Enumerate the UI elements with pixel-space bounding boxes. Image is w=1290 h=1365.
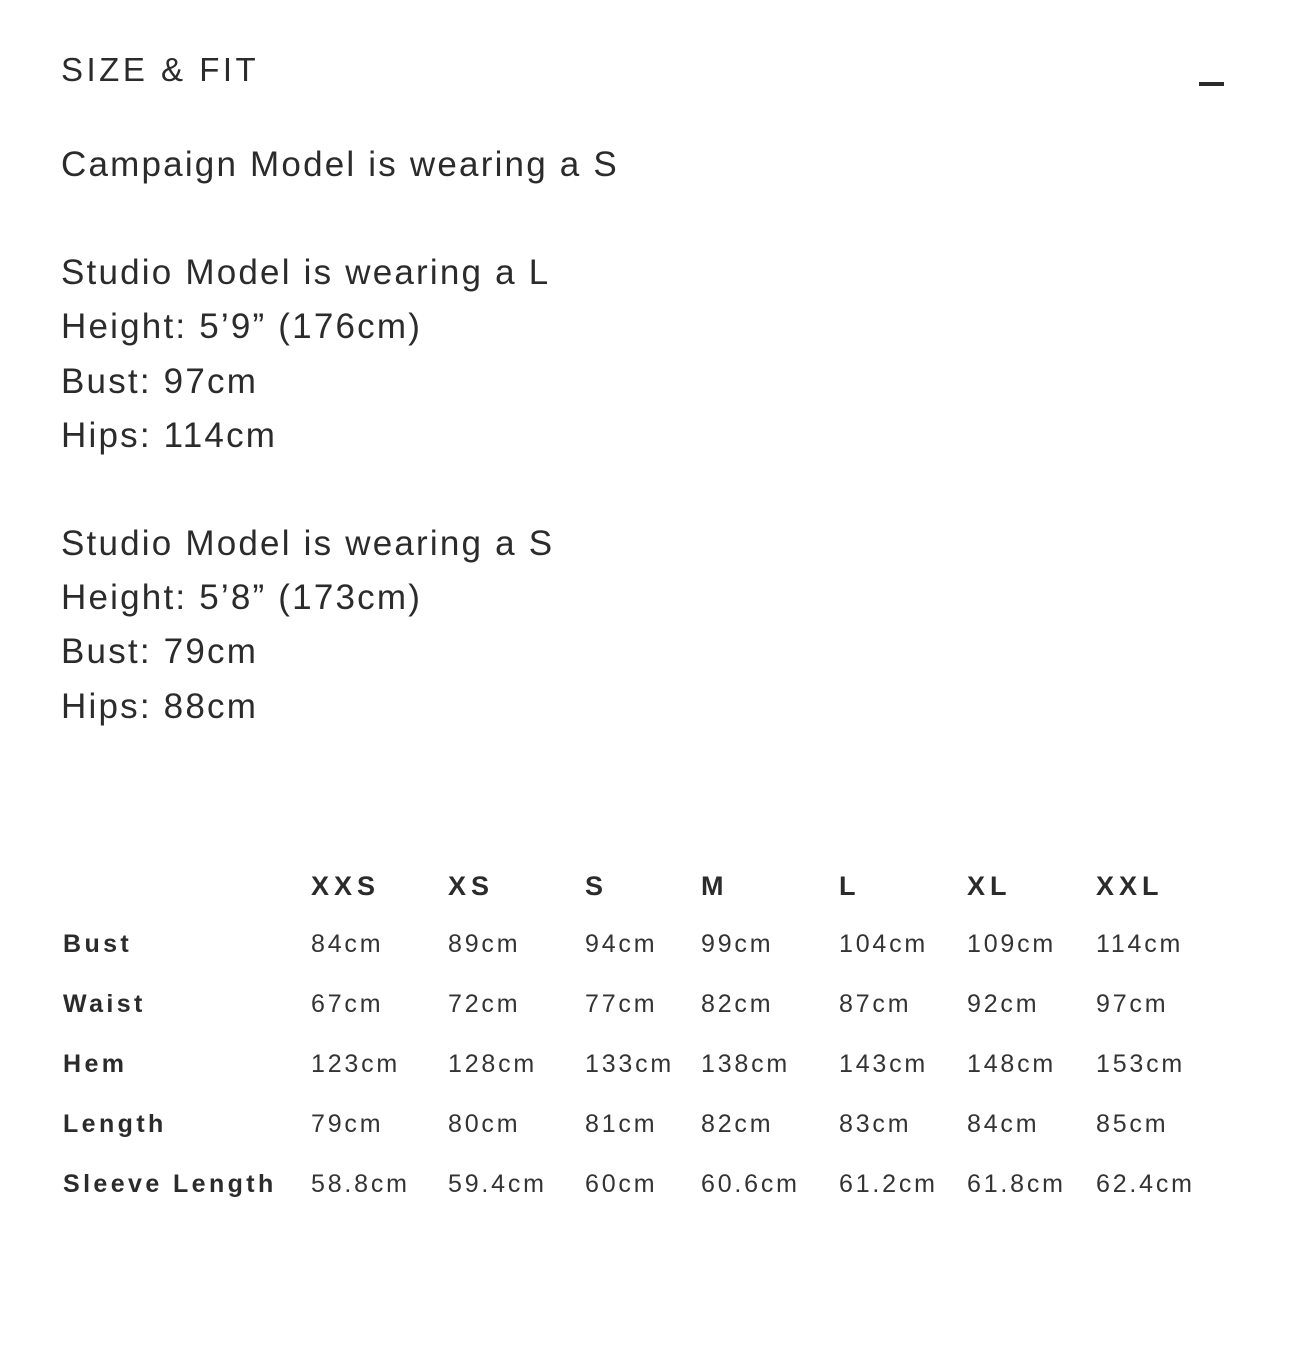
row-label-hem: Hem	[63, 1049, 128, 1078]
size-fit-header[interactable]	[61, 46, 1231, 96]
table-cell: 84cm	[967, 1109, 1040, 1138]
table-cell: 60.6cm	[701, 1169, 800, 1198]
model-info	[61, 138, 861, 788]
table-cell: 82cm	[701, 989, 774, 1018]
table-cell: 114cm	[1096, 929, 1184, 958]
table-row-hem	[63, 1034, 1216, 1094]
section-title: SIZE & FIT	[61, 51, 260, 88]
size-header-xxl: XXL	[1096, 870, 1164, 901]
studio-model-1-info	[61, 246, 861, 463]
row-label-bust: Bust	[63, 929, 133, 958]
studio-model-2-bust: Bust: 79cm	[61, 632, 259, 672]
table-cell: 81cm	[585, 1109, 658, 1138]
minus-icon	[1199, 82, 1224, 86]
size-header-m: M	[701, 870, 729, 901]
row-label-length: Length	[63, 1109, 167, 1138]
table-cell: 123cm	[311, 1049, 401, 1078]
row-label-waist: Waist	[63, 989, 146, 1018]
studio-model-1-bust: Bust: 97cm	[61, 361, 259, 401]
table-cell: 84cm	[311, 929, 384, 958]
campaign-model-size: Campaign Model is wearing a S	[61, 145, 619, 184]
studio-model-2-size: Studio Model is wearing a S	[61, 524, 555, 564]
table-row-length	[63, 1094, 1216, 1154]
table-cell: 62.4cm	[1096, 1169, 1195, 1198]
table-cell: 61.2cm	[839, 1169, 938, 1198]
campaign-model-info	[61, 138, 861, 192]
size-header-l: L	[839, 870, 861, 901]
table-row-sleeve-length	[63, 1154, 1216, 1214]
table-cell: 67cm	[311, 989, 384, 1018]
table-cell: 97cm	[1096, 989, 1169, 1018]
table-row-bust	[63, 914, 1216, 974]
table-cell: 99cm	[701, 929, 774, 958]
table-cell: 82cm	[701, 1109, 774, 1138]
size-header-row	[63, 858, 1216, 914]
table-cell: 83cm	[839, 1109, 912, 1138]
table-cell: 77cm	[585, 989, 658, 1018]
table-cell: 128cm	[448, 1049, 538, 1078]
studio-model-2-hips: Hips: 88cm	[61, 686, 259, 726]
table-cell: 89cm	[448, 929, 521, 958]
table-cell: 133cm	[585, 1049, 675, 1078]
size-header-xs: XS	[448, 870, 495, 901]
table-cell: 72cm	[448, 989, 521, 1018]
table-cell: 58.8cm	[311, 1169, 410, 1198]
table-row-waist	[63, 974, 1216, 1034]
table-cell: 59.4cm	[448, 1169, 547, 1198]
table-cell: 87cm	[839, 989, 912, 1018]
studio-model-1-hips: Hips: 114cm	[61, 415, 278, 455]
size-header-xl: XL	[967, 870, 1012, 901]
table-cell: 104cm	[839, 929, 929, 958]
table-cell: 92cm	[967, 989, 1040, 1018]
table-cell: 80cm	[448, 1109, 521, 1138]
collapse-button[interactable]	[1191, 66, 1231, 96]
table-cell: 109cm	[967, 929, 1057, 958]
studio-model-1-height: Height: 5’9” (176cm)	[61, 307, 423, 347]
row-label-sleeve-length: Sleeve Length	[63, 1169, 277, 1198]
table-cell: 138cm	[701, 1049, 791, 1078]
header-empty-cell	[63, 858, 311, 914]
table-cell: 61.8cm	[967, 1169, 1066, 1198]
table-cell: 85cm	[1096, 1109, 1169, 1138]
size-header-s: S	[585, 870, 609, 901]
studio-model-2-height: Height: 5’8” (173cm)	[61, 578, 423, 618]
studio-model-1-size: Studio Model is wearing a L	[61, 253, 551, 293]
table-cell: 60cm	[585, 1169, 658, 1198]
table-cell: 148cm	[967, 1049, 1057, 1078]
size-header-xxs: XXS	[311, 870, 381, 901]
table-cell: 94cm	[585, 929, 658, 958]
studio-model-2-info	[61, 517, 861, 734]
table-cell: 79cm	[311, 1109, 384, 1138]
size-chart-table	[63, 858, 1216, 1214]
table-cell: 153cm	[1096, 1049, 1186, 1078]
table-cell: 143cm	[839, 1049, 929, 1078]
